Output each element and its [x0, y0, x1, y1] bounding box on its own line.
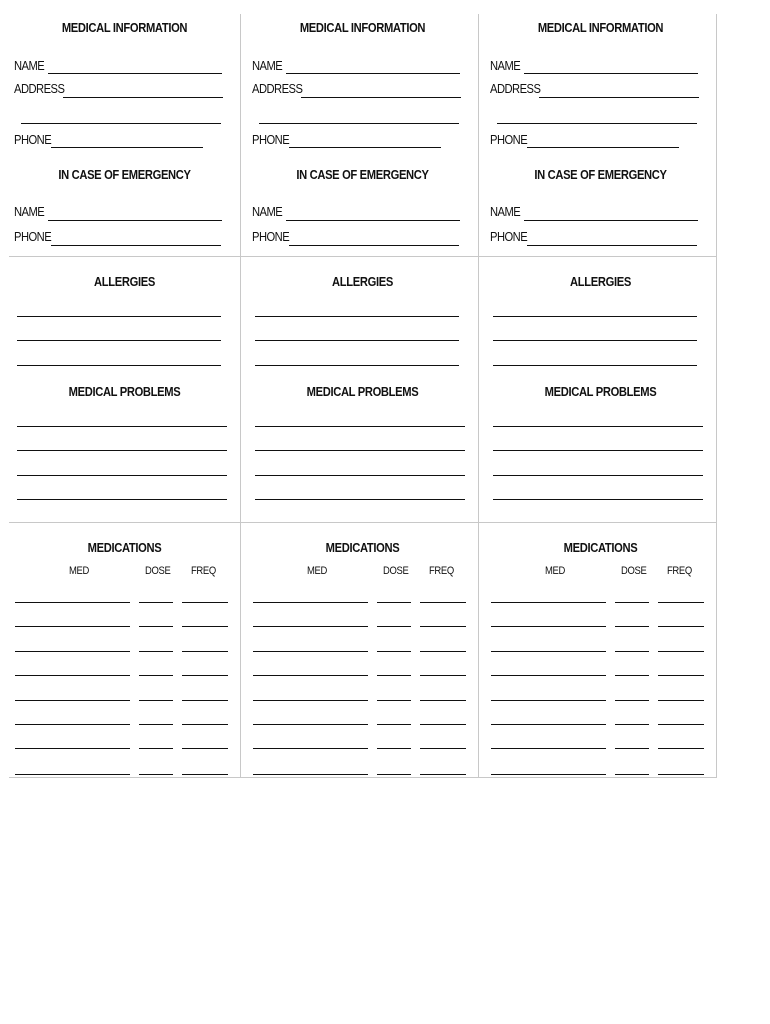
med-dose-field[interactable] [377, 675, 411, 676]
address-field[interactable] [301, 97, 461, 98]
phone-field[interactable] [527, 147, 679, 148]
med-freq-field[interactable] [182, 675, 228, 676]
med-dose-field[interactable] [377, 748, 411, 749]
address-label: ADDRESS [14, 81, 65, 96]
medical-card [9, 14, 240, 778]
dose-column-header: DOSE [621, 565, 647, 577]
med-freq-field[interactable] [182, 724, 228, 725]
emergency-phone-label: PHONE [490, 229, 528, 244]
med-dose-field[interactable] [615, 626, 649, 627]
med-dose-field[interactable] [139, 700, 173, 701]
med-column-header: MED [307, 565, 327, 577]
med-freq-field[interactable] [182, 626, 228, 627]
emergency-title: IN CASE OF EMERGENCY [534, 167, 667, 182]
freq-column-header: FREQ [429, 565, 454, 577]
medical-problems-title: MEDICAL PROBLEMS [306, 384, 419, 399]
med-freq-field[interactable] [658, 774, 704, 775]
med-name-field[interactable] [491, 774, 606, 775]
med-freq-field[interactable] [182, 651, 228, 652]
med-freq-field[interactable] [420, 675, 466, 676]
med-column-header: MED [545, 565, 565, 577]
allergy-line[interactable] [17, 365, 221, 366]
name-field[interactable] [48, 73, 222, 74]
med-name-field[interactable] [15, 626, 130, 627]
medical-problems-title: MEDICAL PROBLEMS [68, 384, 181, 399]
allergy-line[interactable] [17, 316, 221, 317]
dose-column-header: DOSE [145, 565, 171, 577]
med-name-field[interactable] [253, 602, 368, 603]
medications-title: MEDICATIONS [563, 540, 638, 555]
med-freq-field[interactable] [658, 675, 704, 676]
emergency-phone-field[interactable] [289, 245, 459, 246]
med-freq-field[interactable] [182, 748, 228, 749]
emergency-name-field[interactable] [48, 220, 222, 221]
allergy-line[interactable] [255, 316, 459, 317]
problem-line[interactable] [493, 475, 703, 476]
medical-card [247, 14, 478, 778]
med-name-field[interactable] [15, 651, 130, 652]
med-dose-field[interactable] [139, 602, 173, 603]
problem-line[interactable] [17, 450, 227, 451]
problem-line[interactable] [255, 426, 465, 427]
med-dose-field[interactable] [139, 774, 173, 775]
med-name-field[interactable] [491, 626, 606, 627]
phone-field[interactable] [289, 147, 441, 148]
med-name-field[interactable] [15, 774, 130, 775]
med-dose-field[interactable] [615, 700, 649, 701]
med-freq-field[interactable] [420, 748, 466, 749]
phone-field[interactable] [51, 147, 203, 148]
medications-title: MEDICATIONS [325, 540, 400, 555]
med-name-field[interactable] [15, 724, 130, 725]
med-dose-field[interactable] [377, 700, 411, 701]
med-dose-field[interactable] [139, 724, 173, 725]
allergy-line[interactable] [493, 340, 697, 341]
allergies-title: ALLERGIES [94, 274, 155, 289]
med-dose-field[interactable] [377, 774, 411, 775]
address-field-line-2[interactable] [21, 123, 221, 124]
allergy-line[interactable] [17, 340, 221, 341]
med-freq-field[interactable] [182, 774, 228, 775]
med-freq-field[interactable] [182, 602, 228, 603]
medical-card-sheet [9, 14, 717, 778]
phone-label: PHONE [490, 132, 528, 147]
medical-information-title: MEDICAL INFORMATION [537, 20, 664, 35]
med-dose-field[interactable] [139, 626, 173, 627]
problem-line[interactable] [255, 475, 465, 476]
med-freq-field[interactable] [658, 748, 704, 749]
med-dose-field[interactable] [377, 602, 411, 603]
allergy-line[interactable] [255, 365, 459, 366]
name-field[interactable] [524, 73, 698, 74]
med-dose-field[interactable] [139, 651, 173, 652]
med-freq-field[interactable] [658, 602, 704, 603]
med-column-header: MED [69, 565, 89, 577]
med-freq-field[interactable] [420, 724, 466, 725]
medical-card [485, 14, 716, 778]
med-dose-field[interactable] [615, 724, 649, 725]
med-name-field[interactable] [491, 748, 606, 749]
med-name-field[interactable] [491, 651, 606, 652]
emergency-title: IN CASE OF EMERGENCY [58, 167, 191, 182]
emergency-name-label: NAME [490, 204, 521, 219]
emergency-phone-label: PHONE [14, 229, 52, 244]
med-name-field[interactable] [491, 675, 606, 676]
med-name-field[interactable] [253, 748, 368, 749]
medical-problems-title: MEDICAL PROBLEMS [544, 384, 657, 399]
problem-line[interactable] [255, 499, 465, 500]
med-dose-field[interactable] [139, 675, 173, 676]
address-field[interactable] [539, 97, 699, 98]
phone-label: PHONE [14, 132, 52, 147]
dose-column-header: DOSE [383, 565, 409, 577]
med-name-field[interactable] [253, 724, 368, 725]
med-dose-field[interactable] [377, 626, 411, 627]
freq-column-header: FREQ [667, 565, 692, 577]
allergies-title: ALLERGIES [570, 274, 631, 289]
med-freq-field[interactable] [658, 700, 704, 701]
med-freq-field[interactable] [420, 651, 466, 652]
med-freq-field[interactable] [420, 700, 466, 701]
med-dose-field[interactable] [615, 675, 649, 676]
med-freq-field[interactable] [658, 651, 704, 652]
column-divider [716, 14, 717, 778]
column-divider [240, 14, 241, 778]
emergency-phone-field[interactable] [527, 245, 697, 246]
allergy-line[interactable] [493, 365, 697, 366]
med-dose-field[interactable] [139, 748, 173, 749]
emergency-name-label: NAME [14, 204, 45, 219]
med-name-field[interactable] [253, 626, 368, 627]
med-freq-field[interactable] [658, 626, 704, 627]
name-label: NAME [252, 58, 283, 73]
med-dose-field[interactable] [615, 651, 649, 652]
emergency-title: IN CASE OF EMERGENCY [296, 167, 429, 182]
problem-line[interactable] [493, 426, 703, 427]
emergency-name-field[interactable] [286, 220, 460, 221]
emergency-name-field[interactable] [524, 220, 698, 221]
allergy-line[interactable] [493, 316, 697, 317]
emergency-phone-label: PHONE [252, 229, 290, 244]
med-name-field[interactable] [15, 602, 130, 603]
problem-line[interactable] [493, 450, 703, 451]
problem-line[interactable] [17, 475, 227, 476]
med-name-field[interactable] [491, 602, 606, 603]
med-freq-field[interactable] [182, 700, 228, 701]
med-name-field[interactable] [15, 748, 130, 749]
emergency-name-label: NAME [252, 204, 283, 219]
problem-line[interactable] [17, 499, 227, 500]
allergy-line[interactable] [255, 340, 459, 341]
med-name-field[interactable] [253, 774, 368, 775]
med-dose-field[interactable] [377, 651, 411, 652]
allergies-title: ALLERGIES [332, 274, 393, 289]
name-label: NAME [14, 58, 45, 73]
med-name-field[interactable] [253, 700, 368, 701]
med-name-field[interactable] [491, 700, 606, 701]
med-freq-field[interactable] [420, 774, 466, 775]
med-dose-field[interactable] [377, 724, 411, 725]
med-name-field[interactable] [253, 675, 368, 676]
phone-label: PHONE [252, 132, 290, 147]
medical-information-title: MEDICAL INFORMATION [61, 20, 188, 35]
med-dose-field[interactable] [615, 748, 649, 749]
med-dose-field[interactable] [615, 774, 649, 775]
address-field[interactable] [63, 97, 223, 98]
emergency-phone-field[interactable] [51, 245, 221, 246]
med-freq-field[interactable] [658, 724, 704, 725]
name-label: NAME [490, 58, 521, 73]
address-field-line-2[interactable] [497, 123, 697, 124]
medications-title: MEDICATIONS [87, 540, 162, 555]
medical-information-title: MEDICAL INFORMATION [299, 20, 426, 35]
address-label: ADDRESS [490, 81, 541, 96]
problem-line[interactable] [493, 499, 703, 500]
med-name-field[interactable] [15, 700, 130, 701]
address-label: ADDRESS [252, 81, 303, 96]
med-freq-field[interactable] [420, 602, 466, 603]
column-divider [478, 14, 479, 778]
address-field-line-2[interactable] [259, 123, 459, 124]
name-field[interactable] [286, 73, 460, 74]
med-name-field[interactable] [253, 651, 368, 652]
med-name-field[interactable] [491, 724, 606, 725]
problem-line[interactable] [17, 426, 227, 427]
med-freq-field[interactable] [420, 626, 466, 627]
freq-column-header: FREQ [191, 565, 216, 577]
med-name-field[interactable] [15, 675, 130, 676]
problem-line[interactable] [255, 450, 465, 451]
med-dose-field[interactable] [615, 602, 649, 603]
